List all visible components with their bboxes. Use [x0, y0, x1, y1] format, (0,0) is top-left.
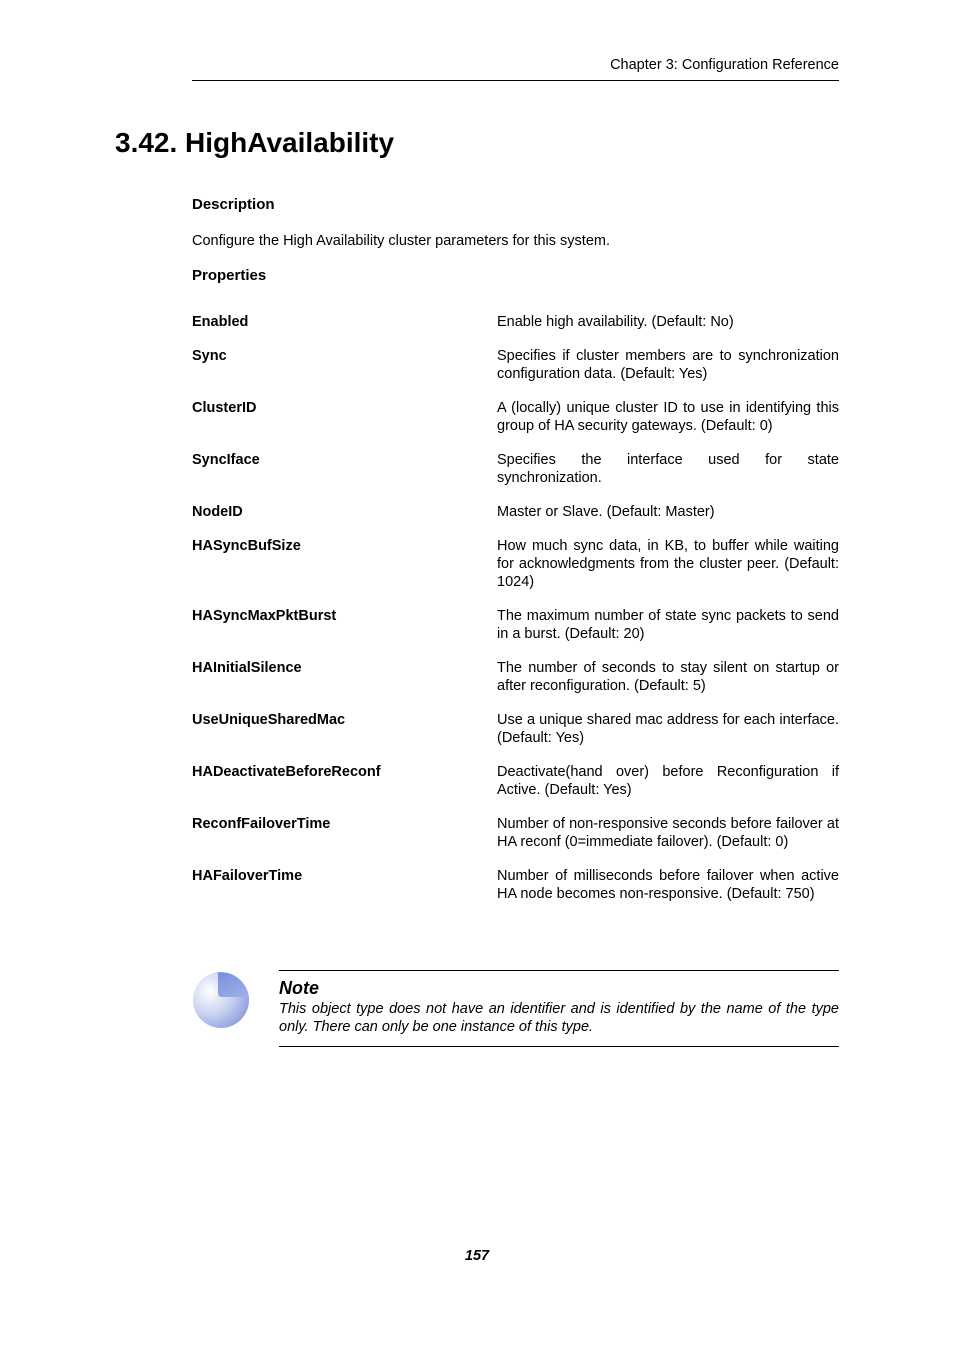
property-row [192, 537, 839, 591]
property-name: Sync [192, 348, 227, 364]
property-description: The number of seconds to stay silent on startup or after reconfiguration. (Default: 5) [497, 660, 839, 694]
property-row [192, 867, 839, 903]
property-name: HASyncMaxPktBurst [192, 608, 337, 624]
property-description: A (locally) unique cluster ID to use in identifying this group of HA security gateways. (Default: 0) [497, 400, 839, 434]
page-number: 157 [464, 1248, 490, 1264]
property-name: ClusterID [192, 400, 257, 416]
section-title: 3.42. HighAvailability [115, 127, 395, 158]
property-name: NodeID [192, 504, 243, 520]
property-description: Master or Slave. (Default: Master) [497, 504, 715, 520]
property-row [192, 399, 839, 435]
property-row [192, 815, 839, 851]
property-description: Specifies the interface used for state synchronization. [497, 452, 839, 486]
property-description: Deactivate(hand over) before Reconfiguration if Active. (Default: Yes) [497, 764, 839, 798]
note-page-icon [192, 971, 250, 1029]
description-text: Configure the High Availability cluster parameters for this system. [192, 233, 610, 249]
property-description: Enable high availability. (Default: No) [497, 314, 734, 330]
description-heading: Description [192, 196, 275, 213]
property-name: Enabled [192, 314, 249, 330]
property-description: Specifies if cluster members are to synchronization configuration data. (Default: Yes) [497, 348, 839, 382]
property-name: UseUniqueSharedMac [192, 712, 346, 728]
note-text: This object type does not have an identifier and is identified by the name of the type only. There can only be one instance of this type. [279, 1001, 839, 1035]
chapter-title: Chapter 3: Configuration Reference [610, 57, 839, 73]
note-title: Note [279, 978, 319, 998]
property-name: HAFailoverTime [192, 868, 303, 884]
property-row [192, 607, 839, 643]
properties-heading: Properties [192, 267, 267, 284]
property-name: SyncIface [192, 452, 260, 468]
property-name: HASyncBufSize [192, 538, 301, 554]
property-description: How much sync data, in KB, to buffer while waiting for acknowledgments from the cluster peer. (Default: 1024) [497, 538, 839, 590]
note-box [279, 970, 839, 1047]
property-name: HADeactivateBeforeReconf [192, 764, 381, 780]
property-name: HAInitialSilence [192, 660, 302, 676]
property-row [192, 503, 839, 521]
property-name: ReconfFailoverTime [192, 816, 331, 832]
property-row [192, 313, 839, 331]
property-description: The maximum number of state sync packets to send in a burst. (Default: 20) [497, 608, 839, 642]
property-row [192, 763, 839, 799]
property-description: Number of milliseconds before failover when active HA node becomes non-responsive. (Default: 750) [497, 868, 839, 902]
property-row [192, 659, 839, 695]
properties-list [192, 313, 839, 919]
property-description: Use a unique shared mac address for each interface. (Default: Yes) [497, 712, 839, 746]
property-row [192, 711, 839, 747]
property-row [192, 451, 839, 487]
property-description: Number of non-responsive seconds before failover at HA reconf (0=immediate failover). (Default: 0) [497, 816, 839, 850]
page-header [192, 54, 839, 81]
property-row [192, 347, 839, 383]
